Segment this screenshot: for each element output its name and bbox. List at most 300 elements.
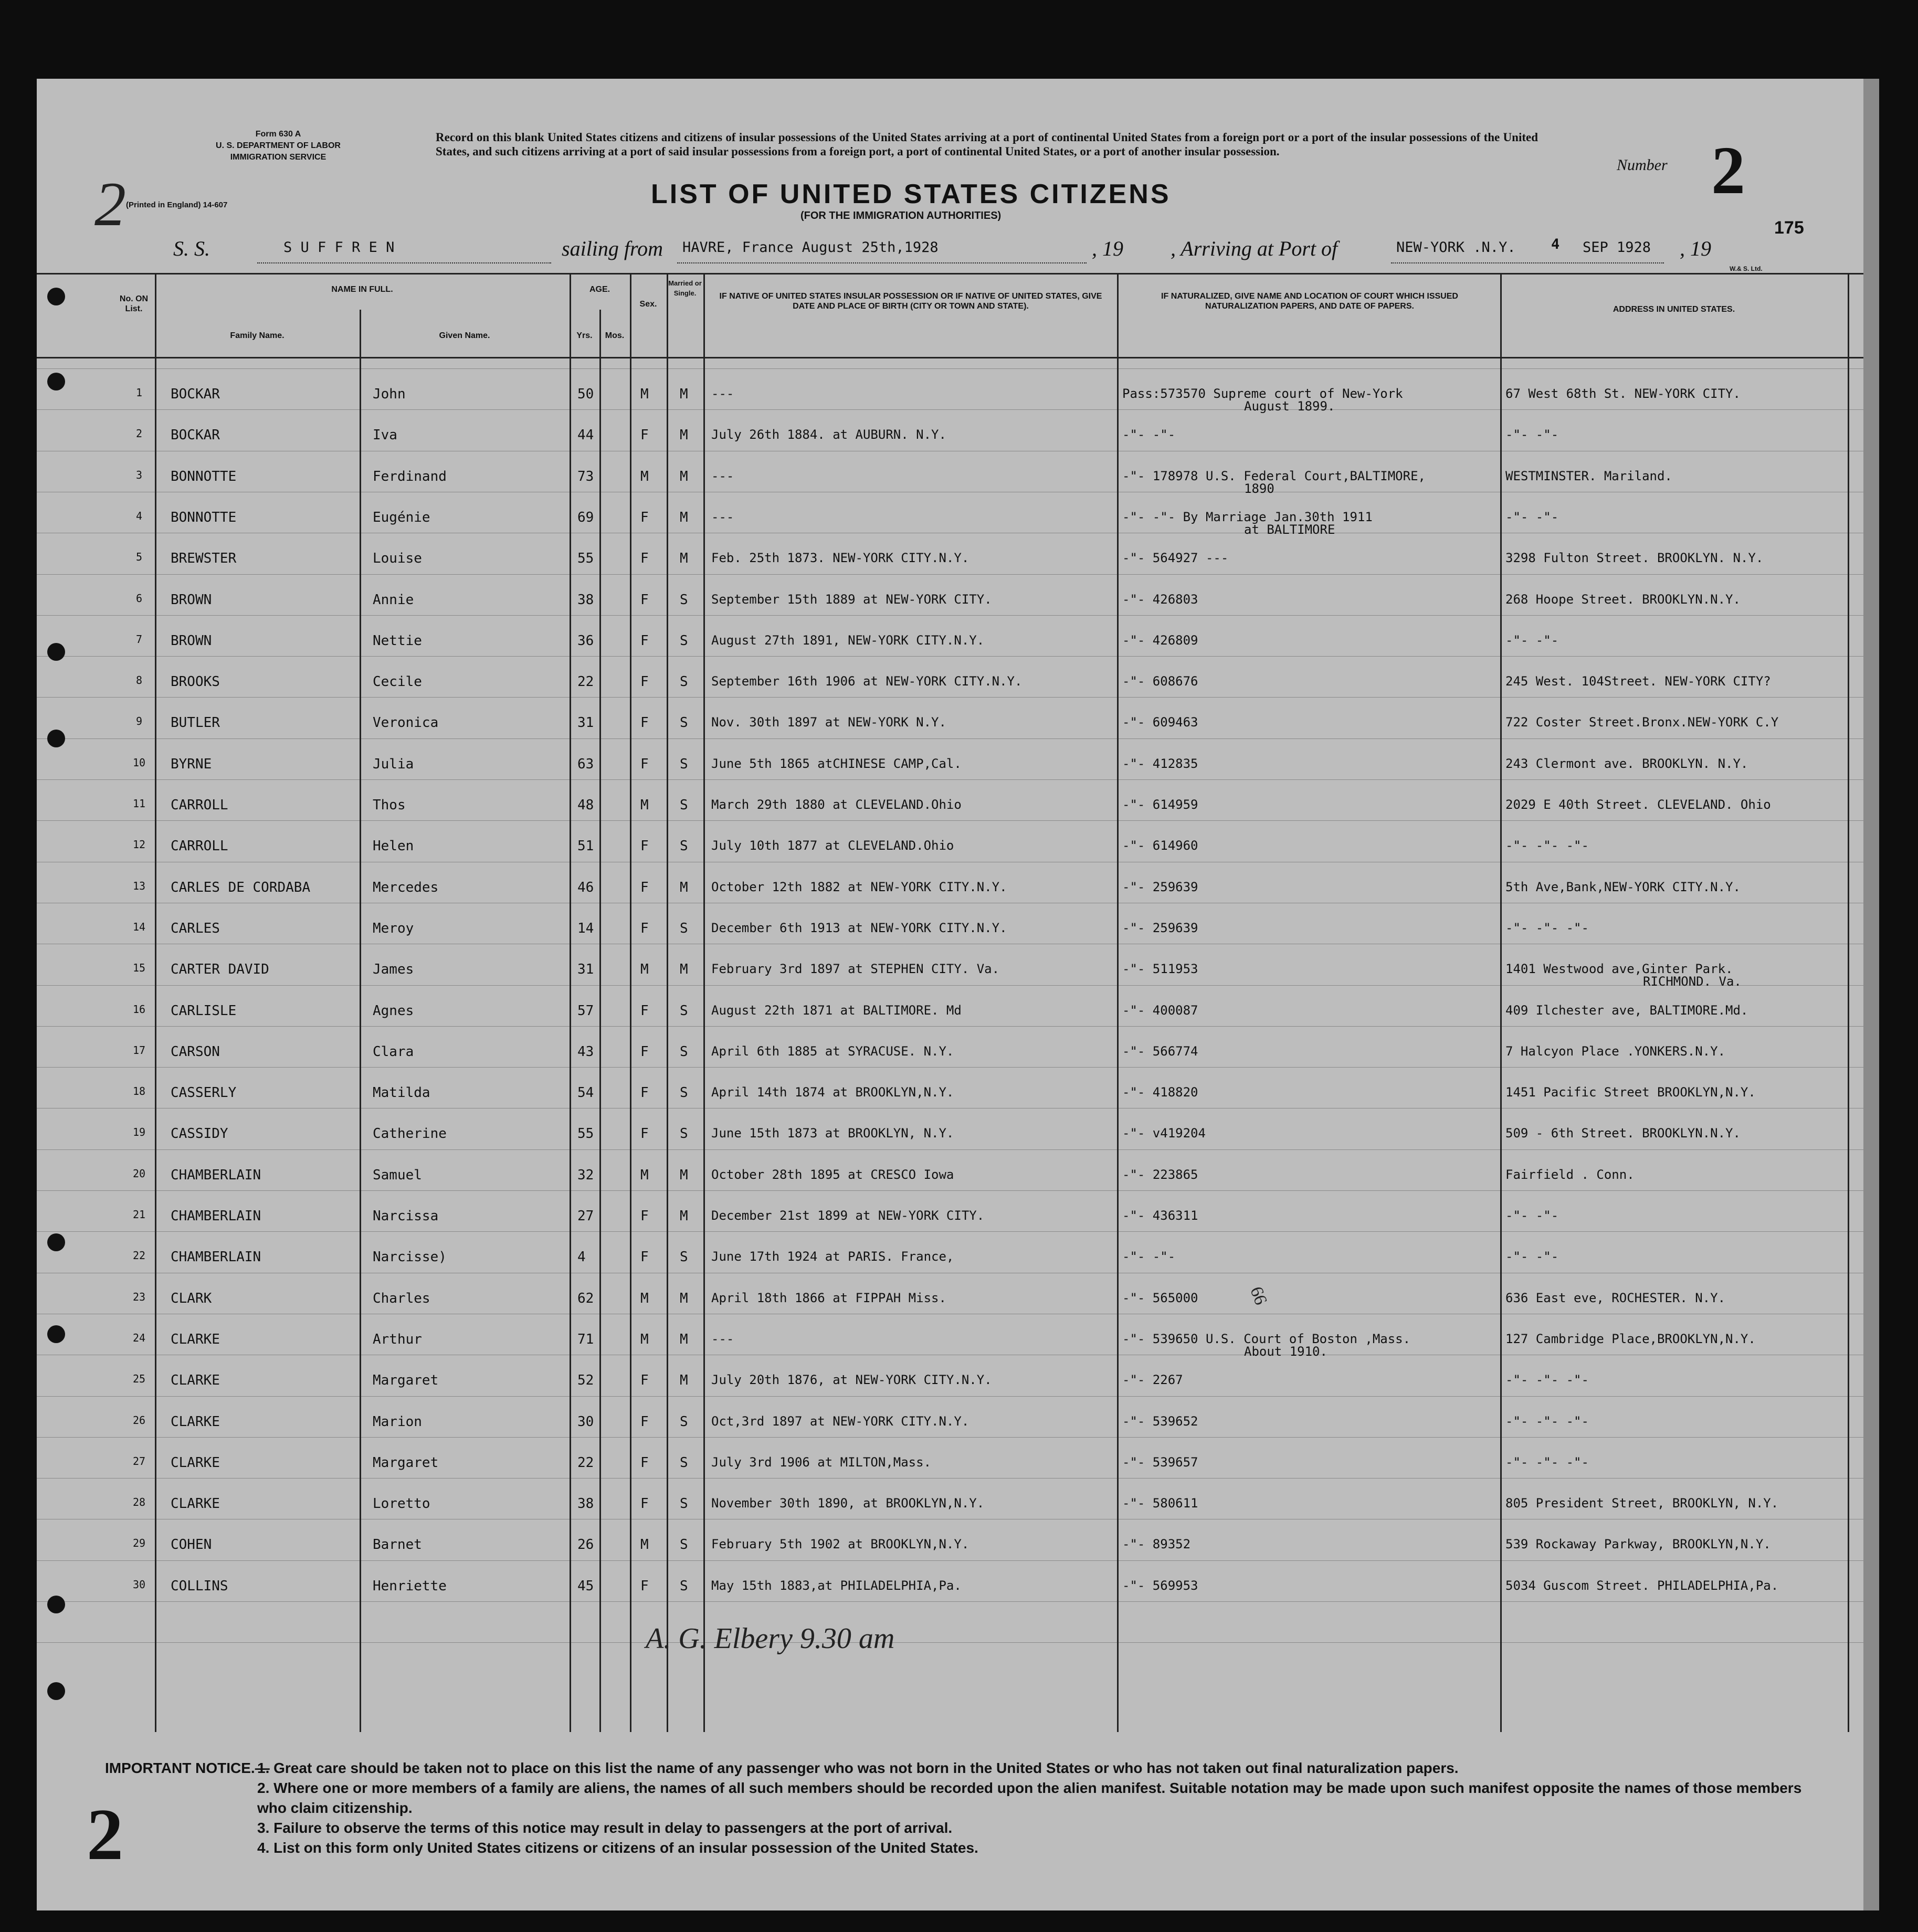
- address: 7 Halcyon Place .YONKERS.N.Y.: [1505, 1043, 1726, 1059]
- age-years: 4: [577, 1249, 586, 1265]
- header-native-birth: IF NATIVE OF UNITED STATES INSULAR POSSESSION OR IF NATIVE OF UNITED STATES, GIVE DATE AND PLACE OF BIRTH (CITY OR TOWN AND STATE).: [719, 292, 1102, 311]
- row-number: 9: [135, 715, 143, 728]
- sex: F: [640, 632, 649, 649]
- birth-details: July 26th 1884. at AUBURN. N.Y.: [711, 427, 946, 442]
- family-name: BONNOTTE: [171, 468, 237, 484]
- given-name: Nettie: [373, 632, 422, 649]
- form-preamble: Record on this blank United States citizens and citizens of insular possessions of the United States arriving at a port of continental United States from a foreign port or a port of the insular possessions of the United States, and such citizens arriving at a port of said insular possessions from a foreign port, a port of continental United States, or a port of another insular possession.: [436, 131, 1538, 158]
- given-name: Catherine: [373, 1126, 447, 1142]
- row-rule: [37, 409, 1863, 410]
- row-rule: [37, 615, 1863, 616]
- marital-status: S: [680, 632, 688, 649]
- address: 509 - 6th Street. BROOKLYN.N.Y.: [1505, 1126, 1741, 1141]
- naturalization: -"- v419204: [1122, 1126, 1206, 1141]
- address-continued: RICHMOND. Va.: [1643, 974, 1742, 989]
- row-number: 23: [132, 1290, 146, 1303]
- given-name: Thos: [373, 797, 406, 813]
- row-number: 1: [135, 386, 143, 399]
- naturalization-continued: August 1899.: [1244, 399, 1335, 414]
- punch-hole: [47, 373, 65, 390]
- arrival-day: 4: [1551, 236, 1560, 252]
- notice-item: 1. Great care should be taken not to place on this list the name of any passenger who was not born in the United States or who has not taken out final naturalization papers.: [257, 1760, 1459, 1776]
- address: -"- -"-: [1505, 1249, 1559, 1264]
- header-married-single: Married or Single.: [668, 279, 702, 297]
- marital-status: S: [680, 1249, 688, 1265]
- header-sex: Sex.: [639, 300, 657, 309]
- naturalization: -"- 608676: [1122, 674, 1198, 689]
- col-divider: [570, 273, 571, 1732]
- given-name: Narcissa: [373, 1208, 439, 1224]
- row-number: 5: [135, 551, 143, 564]
- given-name: Ferdinand: [373, 468, 447, 484]
- row-rule: [37, 1231, 1863, 1232]
- marital-status: S: [680, 592, 688, 608]
- sex: F: [640, 1249, 649, 1265]
- notice-item: 4. List on this form only United States citizens or citizens of an insular possession of the United States.: [257, 1840, 978, 1856]
- row-number: 12: [132, 838, 146, 851]
- naturalization: -"- -"-: [1122, 427, 1176, 442]
- number-label: Number: [1617, 156, 1668, 174]
- naturalization: -"- 539650 U.S. Court of Boston ,Mass.: [1122, 1331, 1411, 1346]
- marital-status: M: [680, 962, 688, 978]
- marital-status: S: [680, 1413, 688, 1430]
- birth-details: ---: [711, 386, 734, 401]
- header-name-in-full: NAME IN FULL.: [331, 285, 393, 294]
- row-rule: [37, 1067, 1863, 1068]
- sex: F: [640, 1413, 649, 1430]
- sex: F: [640, 1208, 649, 1224]
- age-years: 52: [577, 1373, 594, 1389]
- year-prefix-2: , 19: [1680, 237, 1711, 260]
- row-rule: [37, 1026, 1863, 1027]
- birth-details: Oct,3rd 1897 at NEW-YORK CITY.N.Y.: [711, 1413, 969, 1429]
- naturalization: -"- 426809: [1122, 632, 1198, 648]
- marital-status: M: [680, 879, 688, 895]
- birth-details: October 12th 1882 at NEW-YORK CITY.N.Y.: [711, 879, 1007, 894]
- birth-details: ---: [711, 1331, 734, 1346]
- manifest-sheet: [37, 79, 1879, 1910]
- age-years: 62: [577, 1290, 594, 1306]
- address: -"- -"-: [1505, 1208, 1559, 1223]
- given-name: Loretto: [373, 1496, 430, 1512]
- punch-hole: [47, 1325, 65, 1343]
- marital-status: S: [680, 1126, 688, 1142]
- sex: M: [640, 797, 649, 813]
- header-address: ADDRESS IN UNITED STATES.: [1613, 305, 1735, 314]
- sailing-label: sailing from: [562, 237, 663, 260]
- naturalization: -"- 2267: [1122, 1373, 1183, 1388]
- sex: F: [640, 1043, 649, 1060]
- page-subtitle: (FOR THE IMMIGRATION AUTHORITIES): [800, 210, 1002, 221]
- birth-details: September 16th 1906 at NEW-YORK CITY.N.Y.: [711, 674, 1023, 689]
- header-no: No. ON List.: [119, 294, 149, 313]
- naturalization: -"- 564927 ---: [1122, 551, 1229, 566]
- sex: F: [640, 509, 649, 525]
- birth-details: April 6th 1885 at SYRACUSE. N.Y.: [711, 1043, 954, 1059]
- address: -"- -"- -"-: [1505, 838, 1589, 853]
- age-years: 38: [577, 1496, 594, 1512]
- row-rule: [37, 1396, 1863, 1397]
- marital-status: M: [680, 1208, 688, 1224]
- naturalization-continued: at BALTIMORE: [1244, 522, 1335, 537]
- naturalization: -"- 539652: [1122, 1413, 1198, 1429]
- sex: F: [640, 1373, 649, 1389]
- age-years: 69: [577, 509, 594, 525]
- address: -"- -"-: [1505, 509, 1559, 524]
- given-name: Matilda: [373, 1085, 430, 1101]
- family-name: CLARKE: [171, 1496, 220, 1512]
- sex: M: [640, 1331, 649, 1347]
- header-given-name: Given Name.: [439, 331, 490, 340]
- birth-details: November 30th 1890, at BROOKLYN,N.Y.: [711, 1496, 985, 1511]
- address: 636 East eve, ROCHESTER. N.Y.: [1505, 1290, 1726, 1305]
- marital-status: M: [680, 551, 688, 567]
- row-rule: [37, 656, 1863, 657]
- printer-note: (Printed in England) 14-607: [126, 200, 228, 209]
- family-name: CLARKE: [171, 1454, 220, 1471]
- col-divider: [155, 273, 156, 1732]
- printer-mark: W.& S. Ltd.: [1730, 265, 1763, 272]
- naturalization: -"- 426803: [1122, 592, 1198, 607]
- row-number: 24: [132, 1331, 146, 1344]
- family-name: COLLINS: [171, 1578, 228, 1594]
- family-name: BUTLER: [171, 715, 220, 731]
- row-number: 21: [132, 1208, 146, 1221]
- row-number: 26: [132, 1413, 146, 1427]
- sex: M: [640, 962, 649, 978]
- col-divider: [667, 273, 668, 1732]
- given-name: Annie: [373, 592, 414, 608]
- birth-details: February 3rd 1897 at STEPHEN CITY. Va.: [711, 962, 1000, 977]
- sex: M: [640, 468, 649, 484]
- marital-status: M: [680, 1331, 688, 1347]
- marital-status: S: [680, 1537, 688, 1553]
- naturalization: -"- 614960: [1122, 838, 1198, 853]
- family-name: BOCKAR: [171, 386, 220, 402]
- page-stamp: 175: [1774, 218, 1804, 238]
- punch-hole: [47, 288, 65, 305]
- naturalization: -"- 539657: [1122, 1454, 1198, 1470]
- marginal-note: 66: [1246, 1284, 1271, 1308]
- age-years: 71: [577, 1331, 594, 1347]
- age-years: 46: [577, 879, 594, 895]
- family-name: CARROLL: [171, 838, 228, 854]
- given-name: Mercedes: [373, 879, 439, 895]
- marital-status: S: [680, 1002, 688, 1019]
- given-name: Henriette: [373, 1578, 447, 1594]
- punch-hole: [47, 730, 65, 747]
- signature: A. G. Elbery 9.30 am: [646, 1622, 895, 1655]
- sex: F: [640, 879, 649, 895]
- row-number: 15: [132, 962, 146, 975]
- sex: F: [640, 756, 649, 772]
- naturalization: -"- 418820: [1122, 1085, 1198, 1100]
- naturalization: Pass:573570 Supreme court of New-York: [1122, 386, 1403, 401]
- header-yrs: Yrs.: [576, 331, 593, 340]
- family-name: CARLES DE CORDABA: [171, 879, 311, 895]
- birth-details: October 28th 1895 at CRESCO Iowa: [711, 1167, 954, 1182]
- given-name: Iva: [373, 427, 397, 444]
- sailing-from: HAVRE, France August 25th,1928: [682, 239, 939, 256]
- birth-details: March 29th 1880 at CLEVELAND.Ohio: [711, 797, 962, 812]
- sex: F: [640, 1085, 649, 1101]
- birth-details: July 3rd 1906 at MILTON,Mass.: [711, 1454, 932, 1470]
- address: 2029 E 40th Street. CLEVELAND. Ohio: [1505, 797, 1771, 812]
- notice-item: 2. Where one or more members of a family are aliens, the names of all such members should be recorded upon the alien manifest. Suitable notation may be made upon such manifest opposite the names of those members who claim citizenship.: [257, 1780, 1802, 1816]
- address: 3298 Fulton Street. BROOKLYN. N.Y.: [1505, 551, 1764, 566]
- age-years: 36: [577, 632, 594, 649]
- naturalization: -"- 178978 U.S. Federal Court,BALTIMORE,: [1122, 468, 1426, 483]
- arrival-date: SEP 1928: [1583, 239, 1651, 256]
- given-name: Marion: [373, 1413, 422, 1430]
- naturalization: -"- 259639: [1122, 920, 1198, 935]
- marital-status: S: [680, 1454, 688, 1471]
- family-name: CLARKE: [171, 1413, 220, 1430]
- given-name: Barnet: [373, 1537, 422, 1553]
- naturalization-continued: 1890: [1244, 481, 1274, 496]
- address: -"- -"-: [1505, 427, 1559, 442]
- form-number: Form 630 A: [255, 130, 301, 139]
- age-years: 38: [577, 592, 594, 608]
- sex: M: [640, 1290, 649, 1306]
- col-divider: [703, 273, 705, 1732]
- sex: M: [640, 386, 649, 402]
- naturalization: -"- 580611: [1122, 1496, 1198, 1511]
- manifest-table: [37, 273, 1863, 1732]
- service-name: IMMIGRATION SERVICE: [230, 153, 326, 162]
- header-family-name: Family Name.: [230, 331, 284, 340]
- naturalization: -"- 569953: [1122, 1578, 1198, 1593]
- age-years: 50: [577, 386, 594, 402]
- given-name: Clara: [373, 1043, 414, 1060]
- birth-details: September 15th 1889 at NEW-YORK CITY.: [711, 592, 992, 607]
- row-number: 18: [132, 1085, 146, 1098]
- birth-details: July 10th 1877 at CLEVELAND.Ohio: [711, 838, 954, 853]
- birth-details: ---: [711, 509, 734, 524]
- sex: F: [640, 592, 649, 608]
- naturalization: -"- 609463: [1122, 715, 1198, 730]
- address: -"- -"-: [1505, 632, 1559, 648]
- birth-details: May 15th 1883,at PHILADELPHIA,Pa.: [711, 1578, 962, 1593]
- family-name: CASSERLY: [171, 1085, 237, 1101]
- row-number: 22: [132, 1249, 146, 1262]
- address: Fairfield . Conn.: [1505, 1167, 1635, 1182]
- age-years: 54: [577, 1085, 594, 1101]
- naturalization: -"- 223865: [1122, 1167, 1198, 1182]
- family-name: BREWSTER: [171, 551, 237, 567]
- sex: F: [640, 674, 649, 690]
- row-number: 17: [132, 1043, 146, 1057]
- row-number: 30: [132, 1578, 146, 1591]
- naturalization: -"- 565000: [1122, 1290, 1198, 1305]
- family-name: CASSIDY: [171, 1126, 228, 1142]
- row-number: 3: [135, 468, 143, 481]
- sex: M: [640, 1537, 649, 1553]
- address: -"- -"- -"-: [1505, 1413, 1589, 1429]
- punch-hole: [47, 1233, 65, 1251]
- arriving-label: , Arriving at Port of: [1171, 237, 1338, 260]
- address: 243 Clermont ave. BROOKLYN. N.Y.: [1505, 756, 1748, 771]
- sex: F: [640, 1002, 649, 1019]
- row-rule: [37, 1642, 1863, 1643]
- given-name: Margaret: [373, 1454, 439, 1471]
- family-name: BONNOTTE: [171, 509, 237, 525]
- birth-details: April 18th 1866 at FIPPAH Miss.: [711, 1290, 946, 1305]
- row-number: 28: [132, 1496, 146, 1509]
- marital-status: S: [680, 674, 688, 690]
- marital-status: M: [680, 427, 688, 444]
- age-years: 43: [577, 1043, 594, 1060]
- family-name: BYRNE: [171, 756, 212, 772]
- birth-details: Feb. 25th 1873. NEW-YORK CITY.N.Y.: [711, 551, 969, 566]
- address: 539 Rockaway Parkway, BROOKLYN,N.Y.: [1505, 1537, 1771, 1552]
- row-number: 29: [132, 1537, 146, 1550]
- age-years: 45: [577, 1578, 594, 1594]
- age-years: 22: [577, 674, 594, 690]
- marital-status: S: [680, 1496, 688, 1512]
- marital-status: S: [680, 797, 688, 813]
- given-name: Narcisse): [373, 1249, 447, 1265]
- row-rule: [37, 1190, 1863, 1191]
- row-number: 27: [132, 1454, 146, 1468]
- col-divider: [1848, 273, 1849, 1732]
- given-name: Margaret: [373, 1373, 439, 1389]
- table-header-rule: [37, 357, 1863, 358]
- row-rule: [37, 697, 1863, 698]
- row-number: 7: [135, 632, 143, 646]
- sex: F: [640, 1578, 649, 1594]
- address: 5th Ave,Bank,NEW-YORK CITY.N.Y.: [1505, 879, 1741, 894]
- naturalization: -"- 614959: [1122, 797, 1198, 812]
- sex: M: [640, 1167, 649, 1183]
- birth-details: June 17th 1924 at PARIS. France,: [711, 1249, 954, 1264]
- family-name: CARLISLE: [171, 1002, 237, 1019]
- punch-hole: [47, 643, 65, 661]
- birth-details: August 22th 1871 at BALTIMORE. Md: [711, 1002, 962, 1018]
- address: -"- -"- -"-: [1505, 920, 1589, 935]
- row-rule: [37, 1601, 1863, 1602]
- naturalization: -"- 566774: [1122, 1043, 1198, 1059]
- birth-details: April 14th 1874 at BROOKLYN,N.Y.: [711, 1085, 954, 1100]
- col-divider: [360, 310, 361, 1732]
- birth-details: June 15th 1873 at BROOKLYN, N.Y.: [711, 1126, 954, 1141]
- address: 268 Hoope Street. BROOKLYN.N.Y.: [1505, 592, 1741, 607]
- naturalization: -"- 436311: [1122, 1208, 1198, 1223]
- family-name: BROWN: [171, 632, 212, 649]
- age-years: 55: [577, 551, 594, 567]
- sex: F: [640, 715, 649, 731]
- family-name: COHEN: [171, 1537, 212, 1553]
- marital-status: S: [680, 715, 688, 731]
- naturalization: -"- 259639: [1122, 879, 1198, 894]
- naturalization: -"- 89352: [1122, 1537, 1191, 1552]
- family-name: CHAMBERLAIN: [171, 1208, 261, 1224]
- given-name: Helen: [373, 838, 414, 854]
- header-naturalized: IF NATURALIZED, GIVE NAME AND LOCATION OF COURT WHICH ISSUED NATURALIZATION PAPERS, AND DATE OF PAPERS.: [1161, 292, 1458, 311]
- marital-status: S: [680, 756, 688, 772]
- row-number: 10: [132, 756, 146, 769]
- birth-details: August 27th 1891, NEW-YORK CITY.N.Y.: [711, 632, 985, 648]
- sex: F: [640, 1496, 649, 1512]
- row-number: 13: [132, 879, 146, 892]
- col-divider: [1500, 273, 1502, 1732]
- page-title: LIST OF UNITED STATES CITIZENS: [651, 179, 1171, 209]
- age-years: 51: [577, 838, 594, 854]
- marital-status: S: [680, 1043, 688, 1060]
- family-name: CHAMBERLAIN: [171, 1249, 261, 1265]
- age-years: 44: [577, 427, 594, 444]
- marital-status: S: [680, 1578, 688, 1594]
- notice-item: 3. Failure to observe the terms of this notice may result in delay to passengers at the port of arrival.: [257, 1820, 953, 1836]
- family-name: CARLES: [171, 920, 220, 936]
- family-name: CHAMBERLAIN: [171, 1167, 261, 1183]
- col-divider: [599, 310, 601, 1732]
- age-years: 31: [577, 962, 594, 978]
- age-years: 32: [577, 1167, 594, 1183]
- row-number: 19: [132, 1126, 146, 1139]
- row-rule: [37, 985, 1863, 986]
- punch-hole: [47, 1682, 65, 1700]
- row-number: 2: [135, 427, 143, 440]
- age-years: 22: [577, 1454, 594, 1471]
- naturalization: -"- 511953: [1122, 962, 1198, 977]
- table-top-rule: [37, 273, 1863, 275]
- given-name: Charles: [373, 1290, 430, 1306]
- page-number: 2: [87, 1794, 123, 1875]
- family-name: BOCKAR: [171, 427, 220, 444]
- row-number: 8: [135, 674, 143, 687]
- row-rule: [37, 368, 1863, 369]
- given-name: Louise: [373, 551, 422, 567]
- row-rule: [37, 738, 1863, 739]
- marital-status: M: [680, 468, 688, 484]
- form-info: [178, 129, 378, 163]
- birth-details: Nov. 30th 1897 at NEW-YORK N.Y.: [711, 715, 946, 730]
- marital-status: M: [680, 1373, 688, 1389]
- row-rule: [37, 1149, 1863, 1150]
- address: -"- -"- -"-: [1505, 1454, 1589, 1470]
- address: -"- -"- -"-: [1505, 1373, 1589, 1388]
- sex: F: [640, 1126, 649, 1142]
- given-name: Julia: [373, 756, 414, 772]
- marital-status: S: [680, 920, 688, 936]
- notice-label: IMPORTANT NOTICE.—: [105, 1760, 270, 1776]
- marital-status: M: [680, 386, 688, 402]
- row-number: 4: [135, 509, 143, 522]
- address: 127 Cambridge Place,BROOKLYN,N.Y.: [1505, 1331, 1756, 1346]
- ship-name: S U F F R E N: [283, 239, 395, 256]
- notice-list: [257, 1758, 1832, 1858]
- row-rule: [37, 574, 1863, 575]
- birth-details: February 5th 1902 at BROOKLYN,N.Y.: [711, 1537, 969, 1552]
- port-underline: [1391, 262, 1664, 263]
- marital-status: M: [680, 1167, 688, 1183]
- sailing-underline: [677, 262, 1087, 263]
- naturalization: -"- -"- By Marriage Jan.30th 1911: [1122, 509, 1373, 524]
- age-years: 31: [577, 715, 594, 731]
- col-divider: [1117, 273, 1119, 1732]
- row-number: 25: [132, 1373, 146, 1386]
- age-years: 57: [577, 1002, 594, 1019]
- given-name: Veronica: [373, 715, 439, 731]
- marital-status: S: [680, 1085, 688, 1101]
- handwritten-mark: 2: [94, 169, 126, 239]
- row-rule: [37, 1560, 1863, 1561]
- header-age: AGE.: [589, 285, 610, 294]
- row-rule: [37, 1437, 1863, 1438]
- row-number: 16: [132, 1002, 146, 1016]
- row-rule: [37, 779, 1863, 780]
